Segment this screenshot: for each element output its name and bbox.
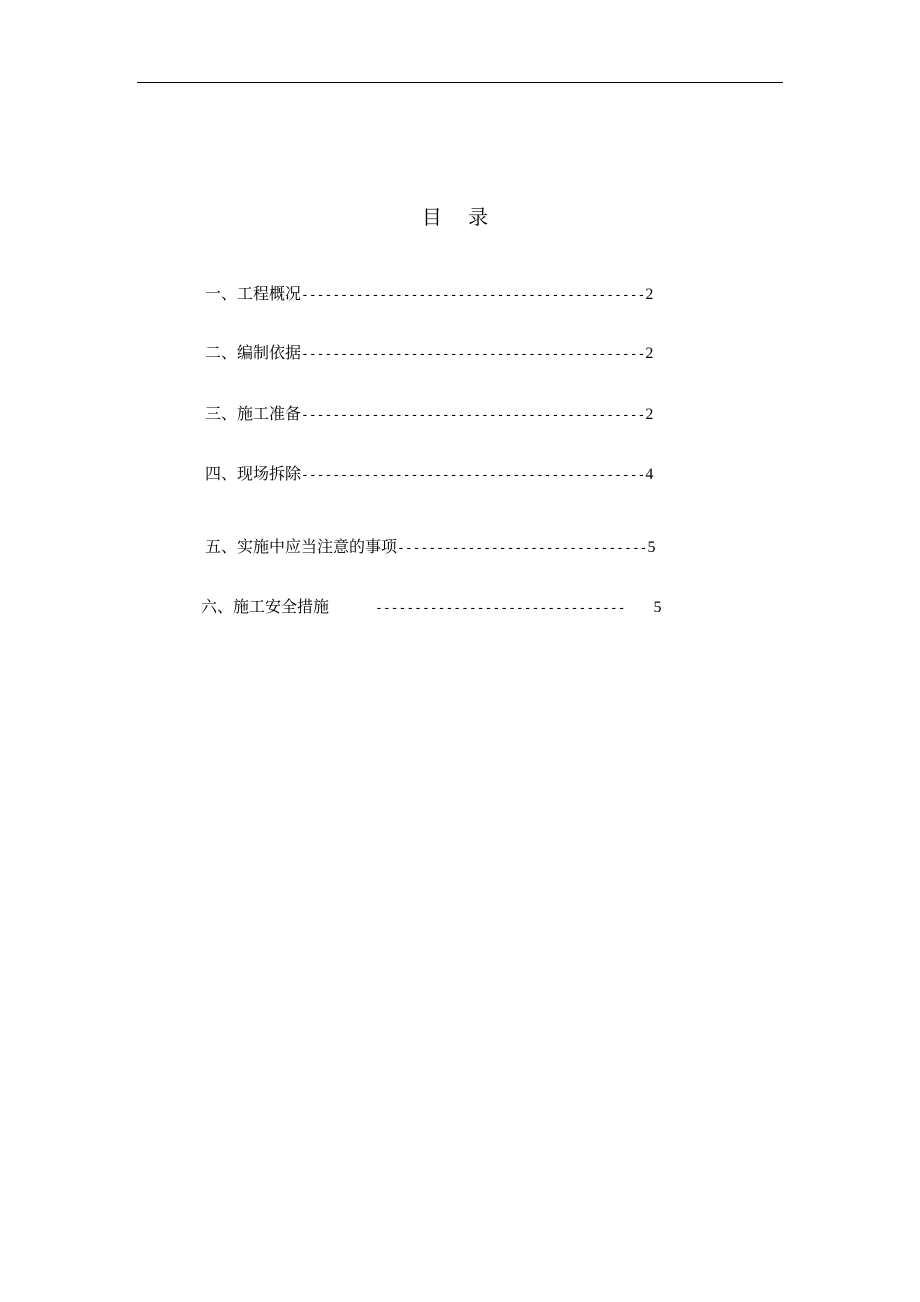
- toc-entry-label: 三、施工准备: [205, 404, 302, 423]
- toc-entry-leader: --------------------------------------------: [301, 408, 646, 423]
- toc-entry-page: 5: [653, 599, 662, 616]
- toc-entry-leader: --------------------------------: [397, 541, 648, 556]
- toc-entry[interactable]: [205, 283, 653, 307]
- toc-entry-page: 5: [647, 539, 656, 556]
- toc-entry-page: 2: [645, 345, 654, 362]
- toc-entry-page: 2: [645, 286, 654, 303]
- toc-entry-label: 五、实施中应当注意的事项: [205, 537, 398, 556]
- toc-entry-label: 四、现场拆除: [205, 464, 302, 483]
- toc-entry[interactable]: [205, 342, 653, 366]
- toc-entry[interactable]: [205, 403, 653, 427]
- toc-entry-leader: --------------------------------: [375, 601, 626, 616]
- toc-entry[interactable]: [205, 536, 655, 560]
- header-rule: [137, 82, 783, 83]
- toc-entry-label: 二、编制依据: [205, 343, 302, 362]
- toc-entry-page: 4: [645, 466, 654, 483]
- toc-title: 目 录: [421, 205, 499, 229]
- toc-entry-leader: --------------------------------------------: [301, 468, 646, 483]
- toc-entry[interactable]: [205, 463, 653, 487]
- toc-entry-label: 一、工程概况: [205, 284, 302, 303]
- toc-entry-page: 2: [645, 406, 654, 423]
- toc-entry-label: 六、施工安全措施: [201, 597, 330, 616]
- toc-entry-leader: --------------------------------------------: [301, 288, 646, 303]
- toc-entry[interactable]: [201, 596, 661, 620]
- toc-entry-leader: --------------------------------------------: [301, 347, 646, 362]
